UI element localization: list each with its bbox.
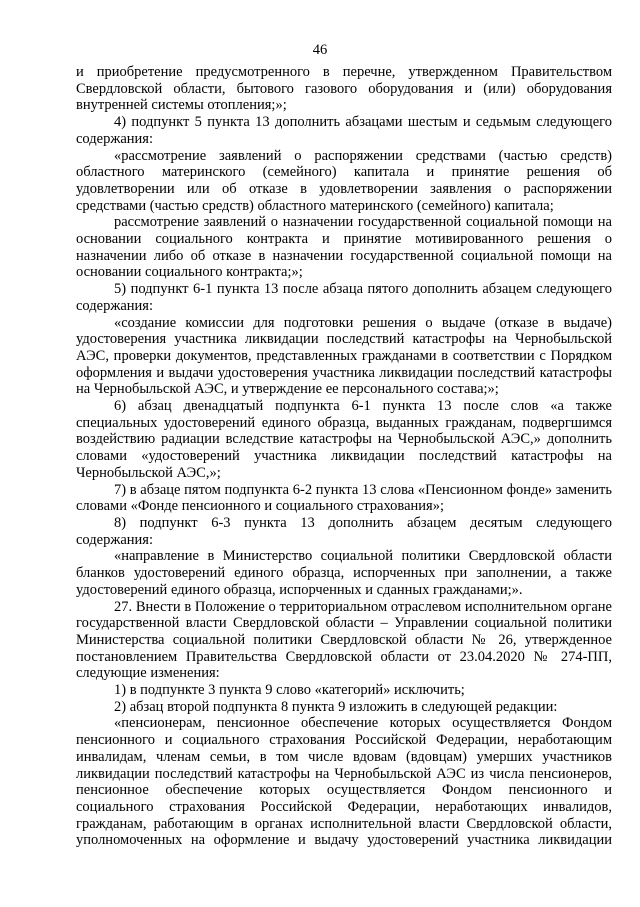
paragraph: «пенсионерам, пенсионное обеспечение которых осуществляется Фондом пенсионного и социального страхования Российской Федерации, неработающим инвалидам, членам семьи, в том числе вдовам (вдовцам) умерших участников ликвидации последствий катастрофы на Чернобыльской АЭС из числа пенсионеров, пенсионное обеспечение которых осуществляется Фондом пенсионного и социального страхования Российской Федерации, неработающих инвалидов, гражданам, работающим в органах исполнительной власти Свердловской области, уполномоченных на оформление и выдачу удостоверений участника ликвидации: [76, 715, 612, 849]
document-body: [76, 64, 612, 849]
paragraph: рассмотрение заявлений о назначении государственной социальной помощи на основании социального контракта и принятие мотивированного решения о назначении либо об отказе в назначении государственной социальной помощи на основании социального контракта;»;: [76, 214, 612, 281]
paragraph: «создание комиссии для подготовки решения о выдаче (отказе в выдаче) удостоверения участника ликвидации последствий катастрофы на Чернобыльской АЭС, проверки документов, представленных гражданами в соответствии с Порядком оформления и выдачи удостоверения участника ликвидации последствий катастрофы на Чернобыльской АЭС, и утверждение ее персонального состава;»;: [76, 314, 612, 398]
paragraph: 5) подпункт 6-1 пункта 13 после абзаца пятого дополнить абзацем следующего содержания:: [76, 281, 612, 314]
paragraph: 6) абзац двенадцатый подпункта 6-1 пункта 13 после слов «а также специальных удостоверений единого образца, выданных гражданам, подвергшимся воздействию радиации вследствие катастрофы на Чернобыльской АЭС,» дополнить словами «удостоверений участника ликвидации последствий катастрофы на Чернобыльской АЭС,»;: [76, 398, 612, 481]
paragraph: 2) абзац второй подпункта 8 пункта 9 изложить в следующей редакции:: [114, 698, 558, 715]
paragraph: 1) в подпункте 3 пункта 9 слово «категорий» исключить;: [114, 682, 465, 699]
paragraph: 7) в абзаце пятом подпункта 6-2 пункта 13 слова «Пенсионном фонде» заменить словами «Фонде пенсионного и социального страхования»;: [76, 481, 612, 515]
paragraph: 8) подпункт 6-3 пункта 13 дополнить абзацем десятым следующего содержания:: [76, 514, 612, 548]
paragraph: «рассмотрение заявлений о распоряжении средствами (частью средств) областного материнского (семейного) капитала и принятие решения об удовлетворении или об отказе в удовлетворении заявления о распоряжении средствами (частью средств) областного материнского (семейного) капитала;: [76, 147, 612, 214]
paragraph: и приобретение предусмотренного в перечне, утвержденном Правительством Свердловской области, бытового газового оборудования и (или) оборудования внутренней системы отопления;»;: [76, 64, 612, 114]
page-number: 46: [312, 42, 328, 58]
paragraph: 27. Внести в Положение о территориальном отраслевом исполнительном органе государственной власти Свердловской области – Управлении социальной политики Министерства социальной политики Свердловской области № 26, утвержденное постановлением Правительства Свердловской области от 23.04.2020 № 274-ПП, следующие изменения:: [76, 598, 612, 682]
paragraph: «направление в Министерство социальной политики Свердловской области бланков удостоверений единого образца, испорченных при заполнении, а также удостоверений единого образца, испорченных и сданных гражданами;».: [76, 548, 612, 598]
paragraph: 4) подпункт 5 пункта 13 дополнить абзацами шестым и седьмым следующего содержания:: [76, 114, 612, 147]
